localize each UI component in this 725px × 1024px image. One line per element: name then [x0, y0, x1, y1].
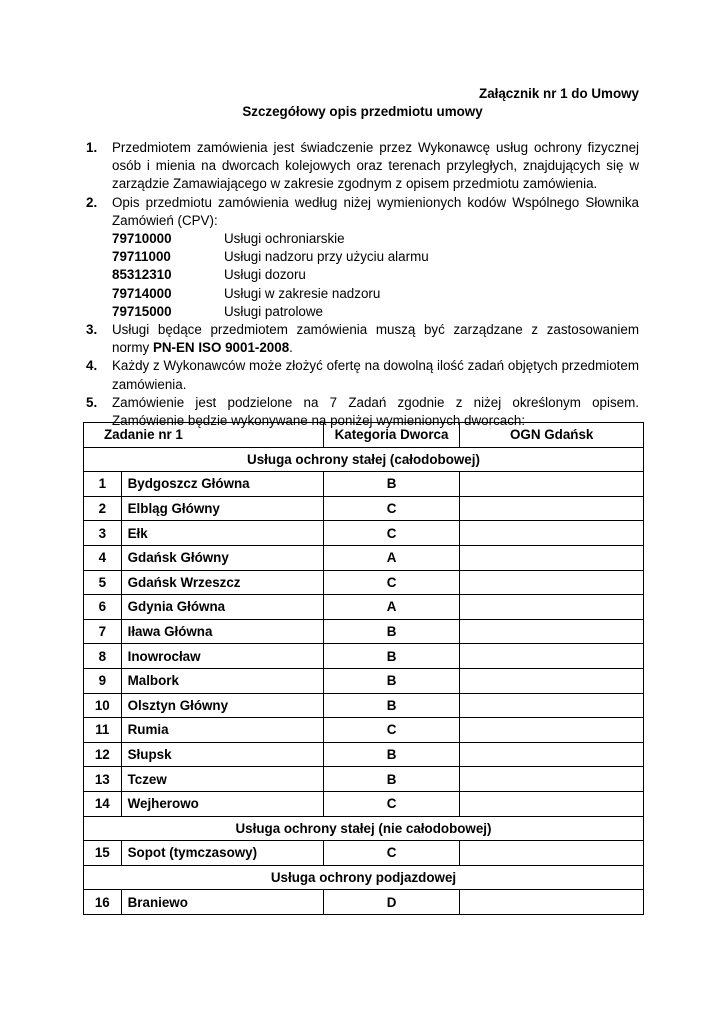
row-number: 9: [84, 668, 122, 693]
item-number: 2.: [86, 194, 98, 210]
stations-table: [83, 422, 644, 915]
row-number: 13: [84, 767, 122, 792]
station-name: Tczew: [121, 767, 323, 792]
ogn-cell: [460, 668, 644, 693]
ogn-cell: [460, 742, 644, 767]
header-category: Kategoria Dworca: [323, 423, 460, 448]
table-row: [84, 841, 644, 866]
numbered-list: [86, 139, 639, 430]
station-name: Braniewo: [121, 890, 323, 915]
row-number: 10: [84, 693, 122, 718]
section-title: Usługa ochrony podjazdowej: [84, 865, 644, 890]
table-row: [84, 595, 644, 620]
ogn-cell: [460, 619, 644, 644]
row-number: 16: [84, 890, 122, 915]
station-name: Inowrocław: [121, 644, 323, 669]
item-text-end: .: [289, 340, 293, 356]
station-name: Wejherowo: [121, 791, 323, 816]
station-category: B: [323, 472, 460, 497]
item-number: 4.: [86, 358, 98, 374]
item-number: 1.: [86, 140, 98, 155]
table-row: [84, 570, 644, 595]
row-number: 4: [84, 545, 122, 570]
table-row: [84, 521, 644, 546]
item-number: 5.: [86, 394, 98, 410]
cpv-code-row: [112, 285, 639, 303]
station-category: B: [323, 693, 460, 718]
station-name: Malbork: [121, 668, 323, 693]
ogn-cell: [460, 841, 644, 866]
station-name: Gdynia Główna: [121, 595, 323, 620]
table-row: [84, 472, 644, 497]
row-number: 2: [84, 496, 122, 521]
norm-name: PN-EN ISO 9001-2008: [152, 340, 290, 356]
row-number: 15: [84, 841, 122, 866]
station-name: Elbląg Główny: [121, 496, 323, 521]
station-category: A: [323, 545, 460, 570]
row-number: 5: [84, 570, 122, 595]
header-ogn: OGN Gdańsk: [460, 423, 644, 448]
station-category: B: [323, 644, 460, 669]
station-category: C: [323, 496, 460, 521]
station-name: Rumia: [121, 718, 323, 743]
item-text: Usługi będące przedmiotem zamówienia muszą być zarządzane z zastosowaniem normy: [112, 322, 639, 356]
table-row: [84, 767, 644, 792]
table-row: [84, 791, 644, 816]
cpv-label: Usługi dozoru: [224, 267, 306, 283]
station-category: C: [323, 521, 460, 546]
section-row: [84, 865, 644, 890]
ogn-cell: [460, 595, 644, 620]
station-category: D: [323, 890, 460, 915]
table-row: [84, 890, 644, 915]
annex-label: Załącznik nr 1 do Umowy: [479, 86, 639, 101]
page-title: Szczegółowy opis przedmiotu umowy: [242, 104, 483, 119]
table-row: [84, 545, 644, 570]
cpv-code-row: [112, 303, 639, 321]
cpv-code-row: [112, 230, 639, 248]
cpv-code: 85312310: [112, 267, 172, 283]
station-name: Bydgoszcz Główna: [121, 472, 323, 497]
ogn-cell: [460, 890, 644, 915]
station-name: Ełk: [121, 521, 323, 546]
cpv-code: 79711000: [112, 249, 171, 265]
row-number: 6: [84, 595, 122, 620]
station-name: Sopot (tymczasowy): [121, 841, 323, 866]
list-item: [86, 357, 639, 393]
row-number: 3: [84, 521, 122, 546]
station-category: B: [323, 668, 460, 693]
station-name: Gdańsk Główny: [121, 545, 323, 570]
cpv-code-row: [112, 248, 639, 266]
cpv-label: Usługi patrolowe: [224, 303, 323, 319]
table-row: [84, 693, 644, 718]
table-row: [84, 496, 644, 521]
cpv-code: 79710000: [112, 231, 172, 247]
cpv-code-list: [86, 230, 639, 321]
station-name: Iława Główna: [121, 619, 323, 644]
station-name: Gdańsk Wrzeszcz: [121, 570, 323, 595]
ogn-cell: [460, 570, 644, 595]
table-header-row: [84, 423, 644, 448]
station-category: C: [323, 841, 460, 866]
item-number: 3.: [86, 322, 98, 338]
ogn-cell: [460, 791, 644, 816]
ogn-cell: [460, 644, 644, 669]
row-number: 8: [84, 644, 122, 669]
station-category: B: [323, 619, 460, 644]
cpv-code-row: [112, 266, 639, 284]
item-text: Zamówienie jest podzielone na 7 Zadań zgodnie z niżej określonym opisem. Zamówienie będzie wykonywane na poniżej wymienionych dworcach:: [112, 394, 639, 429]
item-text: Przedmiotem zamówienia jest świadczenie przez Wykonawcę usług ochrony fizycznej osób i mienia na dworcach kolejowych oraz terenach przyległych, znajdujących się w zarządzie Zamawiającego w zakresie zgodnym z opisem przedmiotu zamówienia.: [112, 140, 639, 192]
table-row: [84, 742, 644, 767]
table-row: [84, 668, 644, 693]
row-number: 11: [84, 718, 122, 743]
station-name: Słupsk: [121, 742, 323, 767]
section-row: [84, 816, 644, 841]
ogn-cell: [460, 693, 644, 718]
ogn-cell: [460, 767, 644, 792]
header-task: Zadanie nr 1: [84, 423, 324, 448]
row-number: 1: [84, 472, 122, 497]
cpv-code: 79715000: [112, 303, 172, 319]
item-text: Opis przedmiotu zamówienia według niżej wymienionych kodów Wspólnego Słownika Zamówień (CPV):: [112, 194, 639, 228]
item-text: Każdy z Wykonawców może złożyć ofertę na dowolną ilość zadań objętych przedmiotem zamówienia.: [112, 358, 639, 392]
ogn-cell: [460, 545, 644, 570]
station-category: B: [323, 767, 460, 792]
table-row: [84, 644, 644, 669]
cpv-label: Usługi ochroniarskie: [224, 231, 345, 247]
ogn-cell: [460, 472, 644, 497]
station-category: C: [323, 791, 460, 816]
ogn-cell: [460, 521, 644, 546]
ogn-cell: [460, 718, 644, 743]
station-category: A: [323, 595, 460, 620]
list-item: [86, 139, 639, 194]
cpv-code: 79714000: [112, 285, 172, 301]
station-category: C: [323, 718, 460, 743]
station-name: Olsztyn Główny: [121, 693, 323, 718]
row-number: 14: [84, 791, 122, 816]
cpv-label: Usługi nadzoru przy użyciu alarmu: [224, 249, 429, 265]
section-title: Usługa ochrony stałej (nie całodobowej): [84, 816, 644, 841]
list-item: [86, 321, 639, 357]
row-number: 7: [84, 619, 122, 644]
station-category: C: [323, 570, 460, 595]
row-number: 12: [84, 742, 122, 767]
cpv-label: Usługi w zakresie nadzoru: [224, 285, 381, 301]
station-category: B: [323, 742, 460, 767]
section-row: [84, 447, 644, 472]
ogn-cell: [460, 496, 644, 521]
table-row: [84, 718, 644, 743]
table-row: [84, 619, 644, 644]
list-item: [86, 194, 639, 230]
section-title: Usługa ochrony stałej (całodobowej): [84, 447, 644, 472]
